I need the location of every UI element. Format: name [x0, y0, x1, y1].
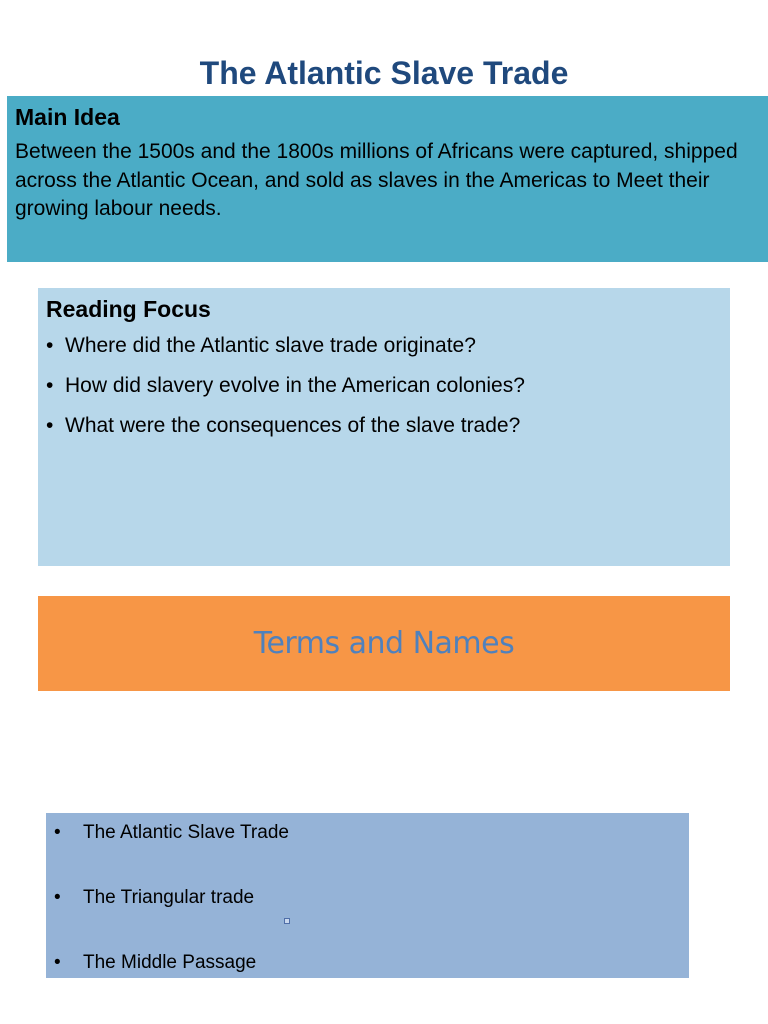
- reading-focus-heading: Reading Focus: [46, 296, 211, 322]
- list-item: [46, 373, 722, 399]
- bullet-icon: •: [54, 822, 61, 843]
- terms-list: [46, 821, 689, 975]
- resize-handle[interactable]: [284, 918, 290, 924]
- bullet-icon: •: [46, 374, 54, 397]
- term-text: The Atlantic Slave Trade: [83, 822, 289, 843]
- term-text: The Middle Passage: [83, 952, 257, 973]
- terms-list-box: [46, 813, 689, 978]
- list-item-text: How did slavery evolve in the American colonies?: [65, 374, 525, 397]
- reading-focus-list: [46, 333, 722, 439]
- bullet-icon: •: [54, 952, 61, 973]
- main-idea-box: [7, 96, 768, 262]
- terms-and-names-banner: [38, 596, 730, 691]
- main-idea-heading: Main Idea: [15, 104, 120, 130]
- bullet-icon: •: [46, 414, 54, 437]
- list-item: [46, 886, 689, 910]
- list-item: [46, 413, 722, 439]
- term-text: The Triangular trade: [83, 887, 255, 908]
- list-item: [46, 951, 689, 975]
- bullet-icon: •: [46, 334, 54, 357]
- reading-focus-box: [38, 288, 730, 566]
- list-item: [46, 333, 722, 359]
- list-item-text: Where did the Atlantic slave trade originate?: [65, 334, 476, 357]
- list-item-text: What were the consequences of the slave trade?: [65, 414, 521, 437]
- bullet-icon: •: [54, 887, 61, 908]
- list-item: [46, 821, 689, 845]
- page-title: The Atlantic Slave Trade: [199, 55, 569, 91]
- main-idea-text: Between the 1500s and the 1800s millions of Africans were captured, shipped across the Atlantic Ocean, and sold as slaves in the Americas to Meet their growing labour needs.: [15, 140, 738, 220]
- terms-banner-label: Terms and Names: [253, 626, 515, 661]
